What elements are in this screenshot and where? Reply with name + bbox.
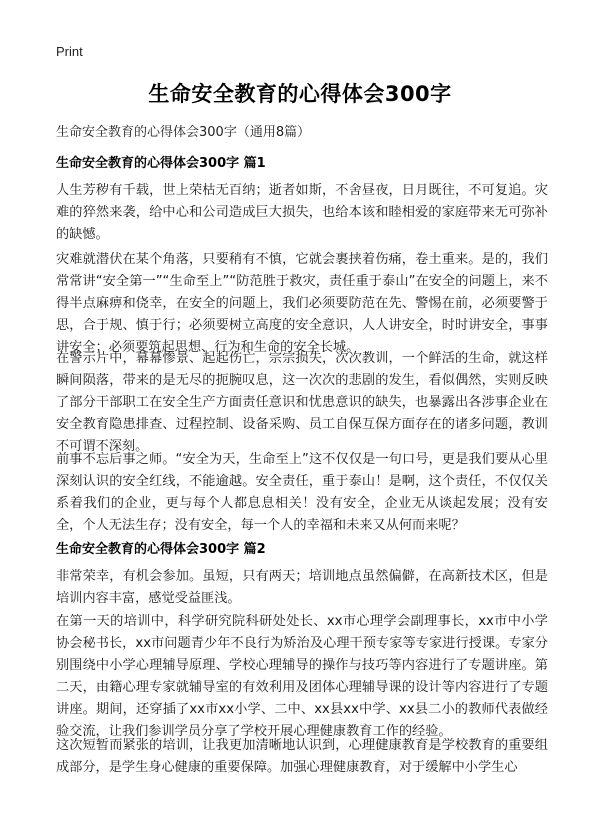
paragraph: 非常荣幸，有机会参加。虽短，只有两天；培训地点虽然偏僻，在高新技术区，但是培训内容丰富，感觉受益匪浅。 (56, 569, 548, 606)
section-heading-1: 生命安全教育的心得体会300字 篇1 (56, 156, 266, 171)
paragraph: 在警示片中，幕幕惨景、起起伤亡，宗宗损失，次次教训，一个鲜活的生命，就这样瞬间陨落，带来的是无尽的扼腕叹息，这一次次的悲剧的发生，看似偶然，实则反映了部分干部职工在安全生产方面责任意识和忧患意识的缺失，也暴露出各涉事企业在安全教育隐患排查、过程控制、设备采购、员工自保互保方面存在的诸多问题，教训不可谓不深刻。 (56, 351, 548, 454)
page-title: 生命安全教育的心得体会300字 (148, 82, 452, 106)
paragraph: 人生芳秽有千载，世上荣枯无百纳；逝者如斯，不舍昼夜，日月既往，不可复追。灾难的猝然来袭，给中心和公司造成巨大损失，也给本该和睦相爱的家庭带来无可弥补的缺憾。 (56, 183, 548, 242)
paragraph: 这次短暂而紧张的培训，让我更加清晰地认识到，心理健康教育是学校教育的重要组成部分，是学生身心健康的重要保障。加强心理健康教育，对于缓解中小学生心 (56, 738, 548, 775)
section-heading-2: 生命安全教育的心得体会300字 篇2 (56, 542, 266, 557)
paragraph: 前事不忘后事之师。“安全为天，生命至上”这不仅仅是一句口号，更是我们要从心里深刻认识的安全红线，不能逾越。安全责任，重于泰山！是啊，这个责任，不仅仅关系着我们的企业，更与每个人都息息相关！没有安全，企业无从谈起发展；没有安全，个人无法生存；没有安全，每一个人的幸福和未来又从何而来呢？ (56, 452, 548, 533)
print-link[interactable]: Print (56, 44, 83, 59)
paragraph: 在第一天的培训中，科学研究院科研处处长、xx市心理学会副理事长，xx市中小学协会秘书长，xx市问题青少年不良行为矫治及心理干预专家等专家进行授课。专家分别围绕中小学心理辅导原理、学校心理辅导的操作与技巧等内容进行了专题讲座。第二天，由籍心理专家就辅导室的有效利用及团体心理辅导课的设计等内容进行了专题讲座。期间，还穿插了xx市xx小学、二中、xx县xx中学、xx县二小的教师代表做经验交流，让我们参训学员分享了学校开展心理健康教育工作的经验。 (56, 614, 548, 739)
document-subtitle: 生命安全教育的心得体会300字（通用8篇） (56, 125, 311, 140)
paragraph: 灾难就潜伏在某个角落，只要稍有不慎，它就会裹挟着伤痛，卷土重来。是的，我们常常讲“安全第一”“生命至上”“防范胜于救灾，责任重于泰山”在安全的问题上，来不得半点麻痹和侥幸，在安全的问题上，我们必须要防范在先、警惕在前，必须要警于思，合于规、慎于行；必须要树立高度的安全意识，人人讲安全，时时讲安全，事事讲安全；必须要筑起思想、行为和生命的安全长城。 (56, 252, 548, 355)
